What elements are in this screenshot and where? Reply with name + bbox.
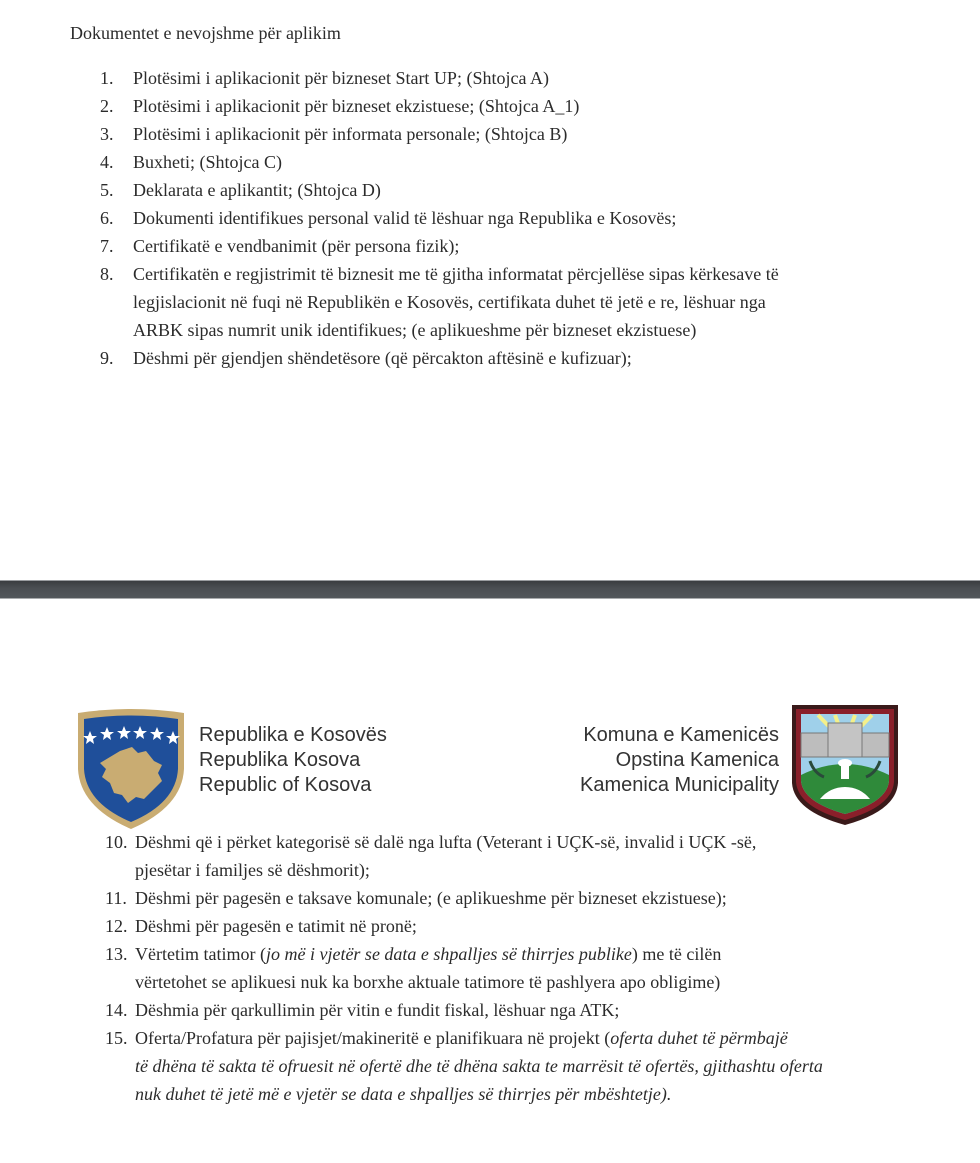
required-documents-list-continued xyxy=(105,828,895,1108)
list-item: 9. Dëshmi për gjendjen shëndetësore (që përcakton aftësinë e kufizuar); xyxy=(100,348,632,368)
list-item: 8. Certifikatën e regjistrimit të biznesit me të gjitha informatat përcjellëse sipas kërkesave të legjislacionit në fuqi në Republikën e Kosovës, certifikata duhet të jetë e re, lëshuar nga ARBK sipas numrit unik identifikues; (e aplikueshme për bizneset ekzistuese) xyxy=(100,264,779,340)
list-item: 4. Buxheti; (Shtojca C) xyxy=(100,152,282,172)
list-item: 10. Dëshmi që i përket kategorisë së dalë nga lufta (Veterant i UÇK-së, invalid i UÇK -së, pjesëtar i familjes së dëshmorit); xyxy=(105,832,757,880)
list-item: 7. Certifikatë e vendbanimit (për persona fizik); xyxy=(100,236,460,256)
letterhead xyxy=(0,599,980,829)
letterhead-right-text: Komuna e Kamenicës Opstina Kamenica Kamenica Municipality xyxy=(580,724,779,796)
document-page-1 xyxy=(0,0,980,580)
kosovo-coat-of-arms-icon xyxy=(72,707,190,831)
list-item: 5. Deklarata e aplikantit; (Shtojca D) xyxy=(100,180,381,200)
list-item: 15. Oferta/Profatura për pajisjet/makineritë e planifikuara në projekt (oferta duhet të përmbajë të dhëna të sakta të ofruesit në ofertë dhe të dhëna sakta te marrësit të ofertës, gjithashtu oferta nuk duhet të jetë më e vjetër se data e shpalljes së thirrjes për mbështetje). xyxy=(105,1028,823,1104)
required-documents-list xyxy=(100,64,900,372)
list-item: 3. Plotësimi i aplikacionit për informata personale; (Shtojca B) xyxy=(100,124,568,144)
list-item: 14. Dëshmia për qarkullimin për vitin e fundit fiskal, lëshuar nga ATK; xyxy=(105,1000,620,1020)
kamenica-coat-of-arms-icon xyxy=(790,703,900,827)
letterhead-left-text: Republika e Kosovës Republika Kosova Republic of Kosova xyxy=(199,724,387,796)
list-item: 13. Vërtetim tatimor (jo më i vjetër se data e shpalljes së thirrjes publike) me të cilën vërtetohet se aplikuesi nuk ka borxhe aktuale tatimore të pashlyera apo obligime) xyxy=(105,944,722,992)
page-separator xyxy=(0,580,980,599)
list-item: 2. Plotësimi i aplikacionit për bizneset ekzistuese; (Shtojca A_1) xyxy=(100,96,580,116)
section-heading: Dokumentet e nevojshme për aplikim xyxy=(70,23,341,43)
list-item: 1. Plotësimi i aplikacionit për bizneset Start UP; (Shtojca A) xyxy=(100,68,549,88)
document-page-2 xyxy=(0,599,980,1163)
list-item: 11. Dëshmi për pagesën e taksave komunale; (e aplikueshme për bizneset ekzistuese); xyxy=(105,888,727,908)
list-item: 12. Dëshmi për pagesën e tatimit në pronë; xyxy=(105,916,417,936)
list-item: 6. Dokumenti identifikues personal valid të lëshuar nga Republika e Kosovës; xyxy=(100,208,677,228)
